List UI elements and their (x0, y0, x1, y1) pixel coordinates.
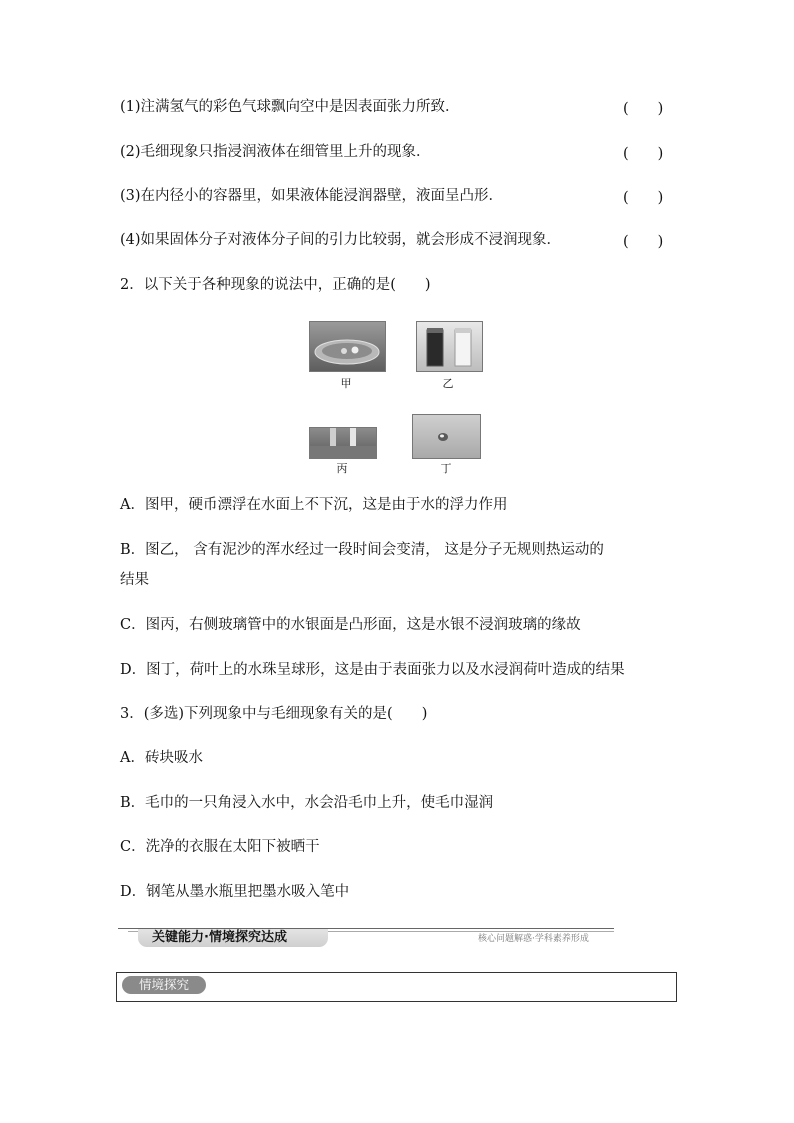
figure-bing-image (309, 427, 377, 459)
judgment-item-3: (3)在内径小的容器里，如果液体能浸润器壁，液面呈凸形． (120, 188, 504, 204)
question-2-stem: 2．以下关于各种现象的说法中，正确的是( ) (120, 277, 431, 293)
figure-jia-image (309, 321, 386, 372)
question-2-option-b-continued: 结果 (120, 572, 149, 588)
figure-ding-image (412, 414, 481, 459)
scenario-tag: 情境探究 (122, 976, 206, 994)
figure-ding-caption: 丁 (440, 462, 452, 475)
judgment-item-4: (4)如果固体分子对液体分子间的引力比较弱，就会形成不浸润现象． (120, 232, 562, 248)
answer-paren-4[interactable]: ( ) (623, 234, 664, 250)
section-subtitle: 核心问题解惑·学科素养形成 (478, 934, 589, 944)
question-3-option-a[interactable]: A．砖块吸水 (120, 750, 203, 766)
judgment-item-2: (2)毛细现象只指浸润液体在细管里上升的现象． (120, 144, 431, 160)
figure-yi-caption: 乙 (442, 377, 454, 390)
answer-paren-3[interactable]: ( ) (623, 190, 664, 206)
judgment-item-1: (1)注满氢气的彩色气球飘向空中是因表面张力所致． (120, 99, 460, 115)
question-3-stem: 3．(多选)下列现象中与毛细现象有关的是( ) (120, 706, 428, 722)
question-3-option-d[interactable]: D．钢笔从墨水瓶里把墨水吸入笔中 (120, 884, 350, 900)
figure-jia-caption: 甲 (340, 377, 352, 390)
question-2-option-c[interactable]: C．图丙，右侧玻璃管中的水银面是凸形面，这是水银不浸润玻璃的缘故 (120, 617, 581, 633)
answer-paren-1[interactable]: ( ) (623, 101, 664, 117)
figure-bing-caption: 丙 (336, 462, 348, 475)
question-3-option-b[interactable]: B．毛巾的一只角浸入水中，水会沿毛巾上升，使毛巾湿润 (120, 795, 494, 811)
figure-yi-image (416, 321, 483, 372)
answer-paren-2[interactable]: ( ) (623, 146, 664, 162)
question-2-option-d[interactable]: D．图丁，荷叶上的水珠呈球形，这是由于表面张力以及水浸润荷叶造成的结果 (120, 662, 625, 678)
question-3-option-c[interactable]: C．洗净的衣服在太阳下被晒干 (120, 839, 320, 855)
question-2-option-a[interactable]: A．图甲，硬币漂浮在水面上不下沉，这是由于水的浮力作用 (120, 497, 508, 513)
section-title: 关键能力·情境探究达成 (138, 929, 328, 947)
question-2-option-b[interactable]: B．图乙， 含有泥沙的浑水经过一段时间会变清， 这是分子无规则热运动的 (120, 542, 604, 558)
